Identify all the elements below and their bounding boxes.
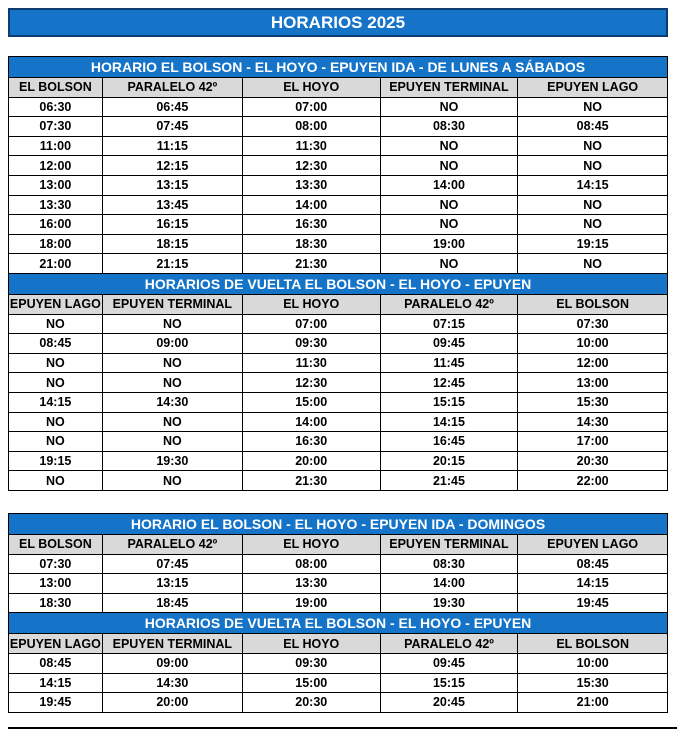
- time-cell: 11:30: [242, 353, 380, 373]
- column-header: PARALELO 42º: [380, 294, 518, 314]
- time-cell: 07:45: [102, 554, 242, 574]
- table-row: [9, 471, 668, 491]
- time-cell: 21:00: [518, 693, 668, 713]
- table-row: [9, 554, 668, 574]
- table-row: [9, 156, 668, 176]
- time-cell: NO: [9, 412, 103, 432]
- table-row: [9, 353, 668, 373]
- time-cell: NO: [380, 97, 518, 117]
- time-cell: NO: [518, 156, 668, 176]
- table-row: [9, 653, 668, 673]
- time-cell: 20:15: [380, 451, 518, 471]
- time-cell: NO: [102, 373, 242, 393]
- time-cell: 07:00: [242, 314, 380, 334]
- weekday-schedule-table: [8, 56, 668, 491]
- table-row: [9, 334, 668, 354]
- time-cell: 21:15: [102, 254, 242, 274]
- time-cell: 20:00: [102, 693, 242, 713]
- time-cell: 12:15: [102, 156, 242, 176]
- time-cell: 13:30: [242, 175, 380, 195]
- time-cell: 19:00: [380, 234, 518, 254]
- time-cell: 22:00: [518, 471, 668, 491]
- time-cell: 13:45: [102, 195, 242, 215]
- time-cell: NO: [102, 412, 242, 432]
- time-cell: 18:15: [102, 234, 242, 254]
- time-cell: 18:45: [102, 593, 242, 613]
- column-header: EPUYEN LAGO: [9, 294, 103, 314]
- table-row: [9, 451, 668, 471]
- time-cell: 08:45: [518, 554, 668, 574]
- time-cell: 18:30: [242, 234, 380, 254]
- table-row: [9, 136, 668, 156]
- time-cell: NO: [380, 254, 518, 274]
- time-cell: 12:30: [242, 373, 380, 393]
- time-cell: 13:00: [518, 373, 668, 393]
- time-cell: 07:30: [9, 554, 103, 574]
- time-cell: 08:30: [380, 554, 518, 574]
- section-banner-row: [9, 57, 668, 78]
- time-cell: 07:15: [380, 314, 518, 334]
- time-cell: 11:30: [242, 136, 380, 156]
- time-cell: NO: [9, 471, 103, 491]
- column-header: EL HOYO: [242, 634, 380, 654]
- sunday-schedule-table: [8, 513, 668, 713]
- time-cell: 15:00: [242, 392, 380, 412]
- table-row: [9, 412, 668, 432]
- column-header: EL HOYO: [242, 294, 380, 314]
- time-cell: 15:30: [518, 673, 668, 693]
- time-cell: NO: [518, 254, 668, 274]
- time-cell: 20:30: [242, 693, 380, 713]
- time-cell: NO: [9, 432, 103, 452]
- page-title: HORARIOS 2025: [8, 8, 668, 37]
- time-cell: NO: [380, 215, 518, 235]
- time-cell: NO: [518, 97, 668, 117]
- section-banner-row: [9, 514, 668, 535]
- time-cell: 21:30: [242, 254, 380, 274]
- time-cell: 12:00: [9, 156, 103, 176]
- time-cell: 09:30: [242, 334, 380, 354]
- time-cell: 19:30: [102, 451, 242, 471]
- section-banner-row: [9, 273, 668, 294]
- column-header: EL BOLSON: [518, 634, 668, 654]
- time-cell: 14:30: [518, 412, 668, 432]
- time-cell: 12:45: [380, 373, 518, 393]
- time-cell: 07:45: [102, 117, 242, 137]
- section-title: HORARIOS DE VUELTA EL BOLSON - EL HOYO - EPUYEN: [9, 273, 668, 294]
- time-cell: 15:30: [518, 392, 668, 412]
- column-header: EPUYEN TERMINAL: [102, 294, 242, 314]
- column-header: EPUYEN TERMINAL: [380, 78, 518, 98]
- time-cell: NO: [518, 195, 668, 215]
- table-row: [9, 195, 668, 215]
- time-cell: NO: [9, 373, 103, 393]
- column-header: PARALELO 42º: [380, 634, 518, 654]
- time-cell: NO: [9, 353, 103, 373]
- time-cell: 12:00: [518, 353, 668, 373]
- table-row: [9, 432, 668, 452]
- table-row: [9, 254, 668, 274]
- time-cell: 11:00: [9, 136, 103, 156]
- time-cell: 08:30: [380, 117, 518, 137]
- time-cell: 14:30: [102, 673, 242, 693]
- time-cell: 13:00: [9, 574, 103, 594]
- table-row: [9, 392, 668, 412]
- time-cell: 16:30: [242, 432, 380, 452]
- time-cell: 20:30: [518, 451, 668, 471]
- time-cell: 16:00: [9, 215, 103, 235]
- time-cell: 19:45: [518, 593, 668, 613]
- time-cell: 20:45: [380, 693, 518, 713]
- time-cell: 16:15: [102, 215, 242, 235]
- time-cell: 20:00: [242, 451, 380, 471]
- time-cell: 09:30: [242, 653, 380, 673]
- table-row: [9, 117, 668, 137]
- time-cell: 14:30: [102, 392, 242, 412]
- column-header: EPUYEN TERMINAL: [380, 535, 518, 555]
- time-cell: 18:30: [9, 593, 103, 613]
- column-header-row: [9, 294, 668, 314]
- table-row: [9, 574, 668, 594]
- time-cell: 14:15: [380, 412, 518, 432]
- time-cell: 12:30: [242, 156, 380, 176]
- time-cell: 19:15: [9, 451, 103, 471]
- section-title: HORARIO EL BOLSON - EL HOYO - EPUYEN IDA - DE LUNES A SÁBADOS: [9, 57, 668, 78]
- table-row: [9, 593, 668, 613]
- table-row: [9, 97, 668, 117]
- time-cell: 19:30: [380, 593, 518, 613]
- time-cell: 21:30: [242, 471, 380, 491]
- time-cell: 19:00: [242, 593, 380, 613]
- time-cell: 14:15: [9, 673, 103, 693]
- time-cell: 14:00: [242, 195, 380, 215]
- time-cell: 07:30: [9, 117, 103, 137]
- column-header-row: [9, 78, 668, 98]
- time-cell: 16:30: [242, 215, 380, 235]
- time-cell: 08:00: [242, 117, 380, 137]
- time-cell: 13:30: [242, 574, 380, 594]
- time-cell: 09:00: [102, 653, 242, 673]
- bottom-divider: [8, 727, 677, 729]
- time-cell: 15:15: [380, 392, 518, 412]
- time-cell: 09:45: [380, 334, 518, 354]
- column-header: EL HOYO: [242, 78, 380, 98]
- time-cell: 13:00: [9, 175, 103, 195]
- time-cell: NO: [518, 215, 668, 235]
- time-cell: 21:45: [380, 471, 518, 491]
- time-cell: 14:15: [518, 175, 668, 195]
- column-header: EL BOLSON: [9, 535, 103, 555]
- column-header-row: [9, 634, 668, 654]
- time-cell: 09:45: [380, 653, 518, 673]
- column-header: EL BOLSON: [9, 78, 103, 98]
- time-cell: NO: [518, 136, 668, 156]
- time-cell: 08:45: [518, 117, 668, 137]
- section-title: HORARIOS DE VUELTA EL BOLSON - EL HOYO - EPUYEN: [9, 613, 668, 634]
- time-cell: 16:45: [380, 432, 518, 452]
- column-header: EPUYEN LAGO: [518, 535, 668, 555]
- time-cell: NO: [102, 353, 242, 373]
- time-cell: 17:00: [518, 432, 668, 452]
- time-cell: 21:00: [9, 254, 103, 274]
- time-cell: 11:45: [380, 353, 518, 373]
- table-row: [9, 673, 668, 693]
- time-cell: 07:30: [518, 314, 668, 334]
- time-cell: 14:15: [518, 574, 668, 594]
- time-cell: 19:45: [9, 693, 103, 713]
- time-cell: NO: [102, 314, 242, 334]
- time-cell: 08:45: [9, 334, 103, 354]
- column-header: EPUYEN TERMINAL: [102, 634, 242, 654]
- column-header: EPUYEN LAGO: [518, 78, 668, 98]
- time-cell: 06:30: [9, 97, 103, 117]
- column-header: EL HOYO: [242, 535, 380, 555]
- time-cell: 08:45: [9, 653, 103, 673]
- table-row: [9, 693, 668, 713]
- time-cell: 14:00: [380, 574, 518, 594]
- table-row: [9, 373, 668, 393]
- time-cell: 13:30: [9, 195, 103, 215]
- time-cell: NO: [102, 432, 242, 452]
- time-cell: 15:00: [242, 673, 380, 693]
- time-cell: 06:45: [102, 97, 242, 117]
- time-cell: NO: [380, 156, 518, 176]
- section-banner-row: [9, 613, 668, 634]
- time-cell: NO: [9, 314, 103, 334]
- time-cell: 13:15: [102, 175, 242, 195]
- time-cell: 14:15: [9, 392, 103, 412]
- time-cell: 14:00: [380, 175, 518, 195]
- time-cell: 10:00: [518, 334, 668, 354]
- time-cell: 11:15: [102, 136, 242, 156]
- column-header-row: [9, 535, 668, 555]
- time-cell: 18:00: [9, 234, 103, 254]
- time-cell: 10:00: [518, 653, 668, 673]
- time-cell: 19:15: [518, 234, 668, 254]
- table-row: [9, 215, 668, 235]
- column-header: PARALELO 42º: [102, 78, 242, 98]
- table-row: [9, 314, 668, 334]
- column-header: EPUYEN LAGO: [9, 634, 103, 654]
- table-row: [9, 175, 668, 195]
- time-cell: NO: [380, 195, 518, 215]
- time-cell: 13:15: [102, 574, 242, 594]
- time-cell: 08:00: [242, 554, 380, 574]
- time-cell: NO: [102, 471, 242, 491]
- column-header: PARALELO 42º: [102, 535, 242, 555]
- time-cell: 09:00: [102, 334, 242, 354]
- time-cell: NO: [380, 136, 518, 156]
- time-cell: 14:00: [242, 412, 380, 432]
- time-cell: 07:00: [242, 97, 380, 117]
- column-header: EL BOLSON: [518, 294, 668, 314]
- table-row: [9, 234, 668, 254]
- section-title: HORARIO EL BOLSON - EL HOYO - EPUYEN IDA - DOMINGOS: [9, 514, 668, 535]
- time-cell: 15:15: [380, 673, 518, 693]
